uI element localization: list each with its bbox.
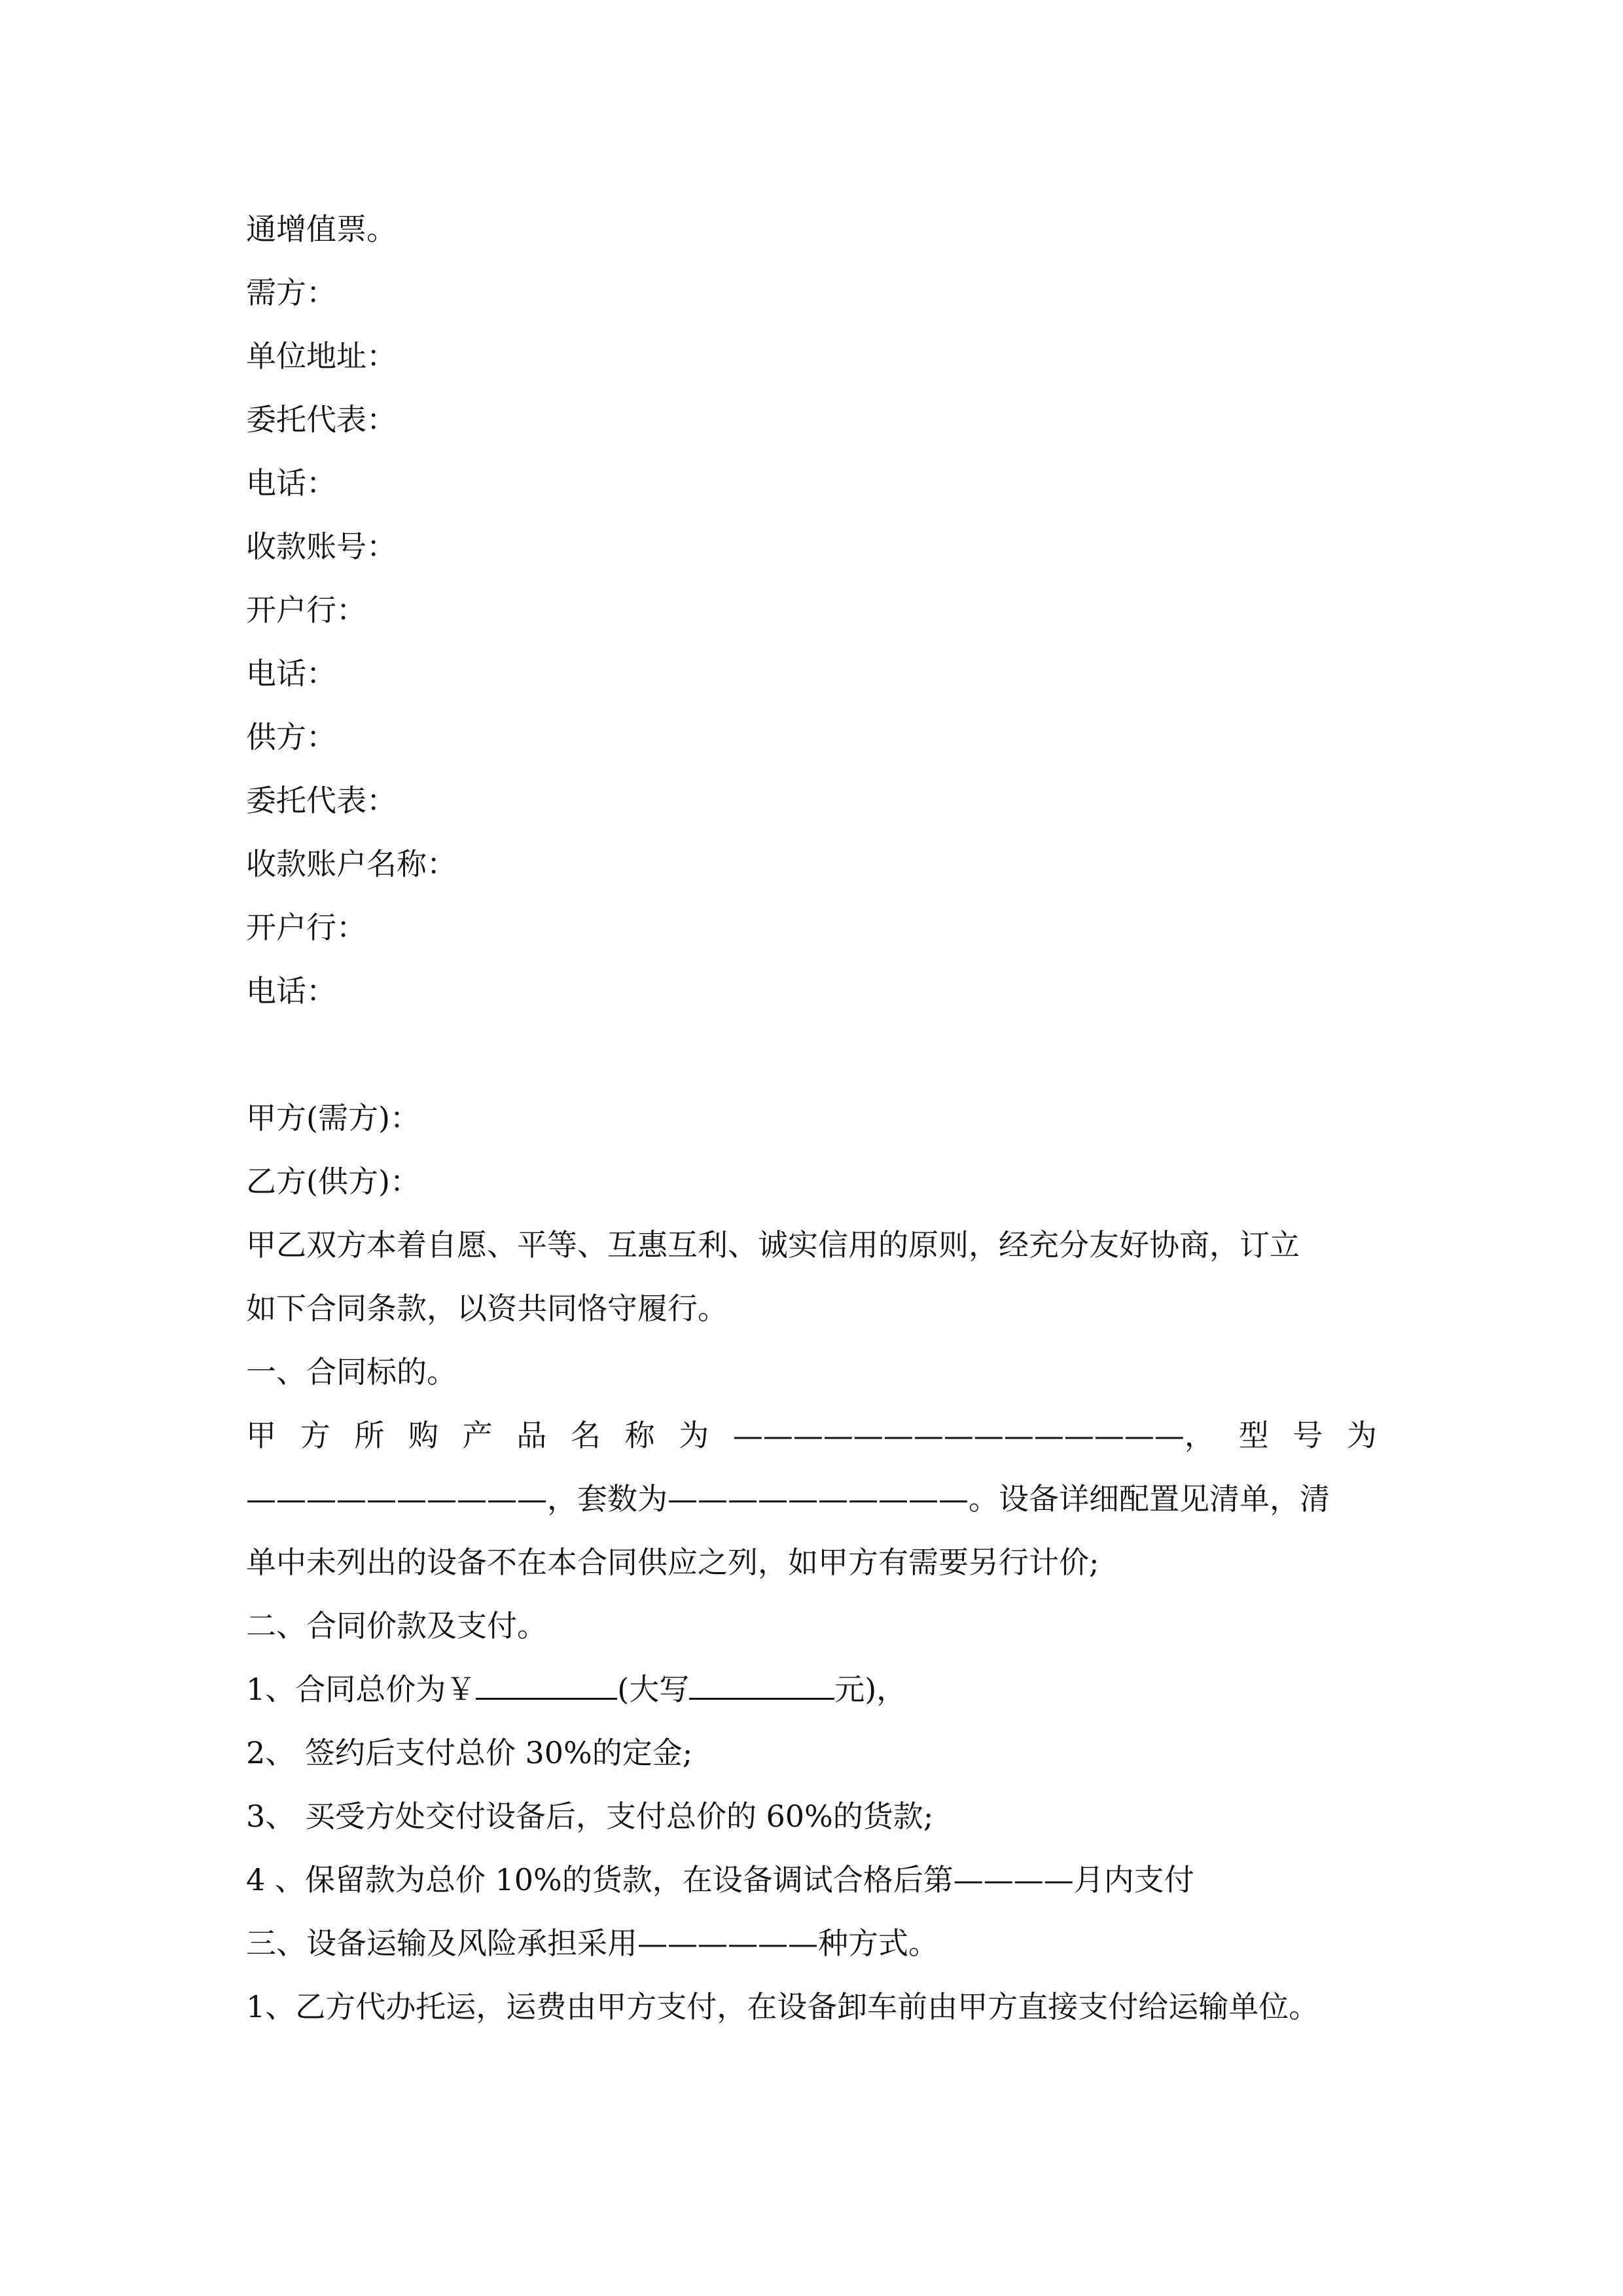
buyer-bank-label: 开户行： [246, 592, 366, 628]
spaced-char: 产 [462, 1418, 493, 1453]
party-b-label: 乙方(供方)： [246, 1164, 420, 1199]
continuation-text: 通增值票。 [246, 211, 397, 247]
spaced-char: 为 [679, 1418, 709, 1453]
spaced-char: 方 [300, 1418, 330, 1453]
total-price-prefix: 1、合同总价为￥ [246, 1672, 476, 1707]
intro-paragraph-line2: 如下合同条款，以资共同恪守履行。 [246, 1291, 728, 1326]
intro-paragraph-line1: 甲乙双方本着自愿、平等、互惠互利、诚实信用的原则，经充分友好协商，订立 [246, 1227, 1300, 1263]
supplier-phone-label: 电话： [246, 973, 336, 1009]
product-name-blank: ———————————————， [732, 1418, 1215, 1453]
section2-heading: 二、合同价款及支付。 [246, 1608, 547, 1643]
spaced-char: 为 [1346, 1418, 1377, 1453]
total-price-middle: (大写 [617, 1672, 690, 1707]
supplier-rep-label: 委托代表： [246, 783, 397, 818]
section2-item4: 4 、保留款为总价 10%的货款，在设备调试合格后第————月内支付 [246, 1862, 1194, 1897]
spaced-char: 所 [354, 1418, 385, 1453]
buyer-phone-label: 电话： [246, 465, 336, 501]
spaced-char: 甲 [246, 1418, 276, 1453]
section2-item1 [246, 1670, 906, 1709]
section2-item3: 3、 买受方处交付设备后，支付总价的 60%的货款; [246, 1799, 934, 1834]
total-price-words-blank [689, 1672, 834, 1700]
section1-note-line: 单中未列出的设备不在本合同供应之列，如甲方有需要另行计价; [246, 1545, 1099, 1580]
spaced-char: 品 [516, 1418, 547, 1453]
supplier-account-name-label: 收款账户名称： [246, 846, 457, 882]
section1-model-line: ——————————，套数为——————————。设备详细配置见清单，清 [246, 1481, 1330, 1516]
buyer-phone2-label: 电话： [246, 656, 336, 691]
buyer-address-label: 单位地址： [246, 338, 397, 374]
buyer-title: 需方： [246, 275, 336, 310]
supplier-title: 供方： [246, 719, 336, 755]
buyer-account-label: 收款账号： [246, 529, 397, 564]
section3-heading: 三、设备运输及风险承担采用——————种方式。 [246, 1926, 938, 1961]
spaced-char: 名 [570, 1418, 601, 1453]
total-price-suffix: 元)， [834, 1672, 907, 1707]
buyer-rep-label: 委托代表： [246, 402, 397, 437]
spaced-char: 型 [1238, 1418, 1269, 1453]
total-price-blank [476, 1672, 617, 1700]
section1-product-line [246, 1416, 1377, 1455]
section2-item2: 2、 签约后支付总价 30%的定金; [246, 1735, 693, 1770]
party-a-label: 甲方(需方)： [246, 1100, 420, 1136]
spaced-char: 称 [624, 1418, 655, 1453]
supplier-bank-label: 开户行： [246, 910, 366, 945]
section1-heading: 一、合同标的。 [246, 1354, 457, 1390]
spaced-char: 号 [1293, 1418, 1323, 1453]
section3-item1: 1、乙方代办托运，运费由甲方支付，在设备卸车前由甲方直接支付给运输单位。 [246, 1989, 1319, 2024]
spaced-char: 购 [408, 1418, 438, 1453]
